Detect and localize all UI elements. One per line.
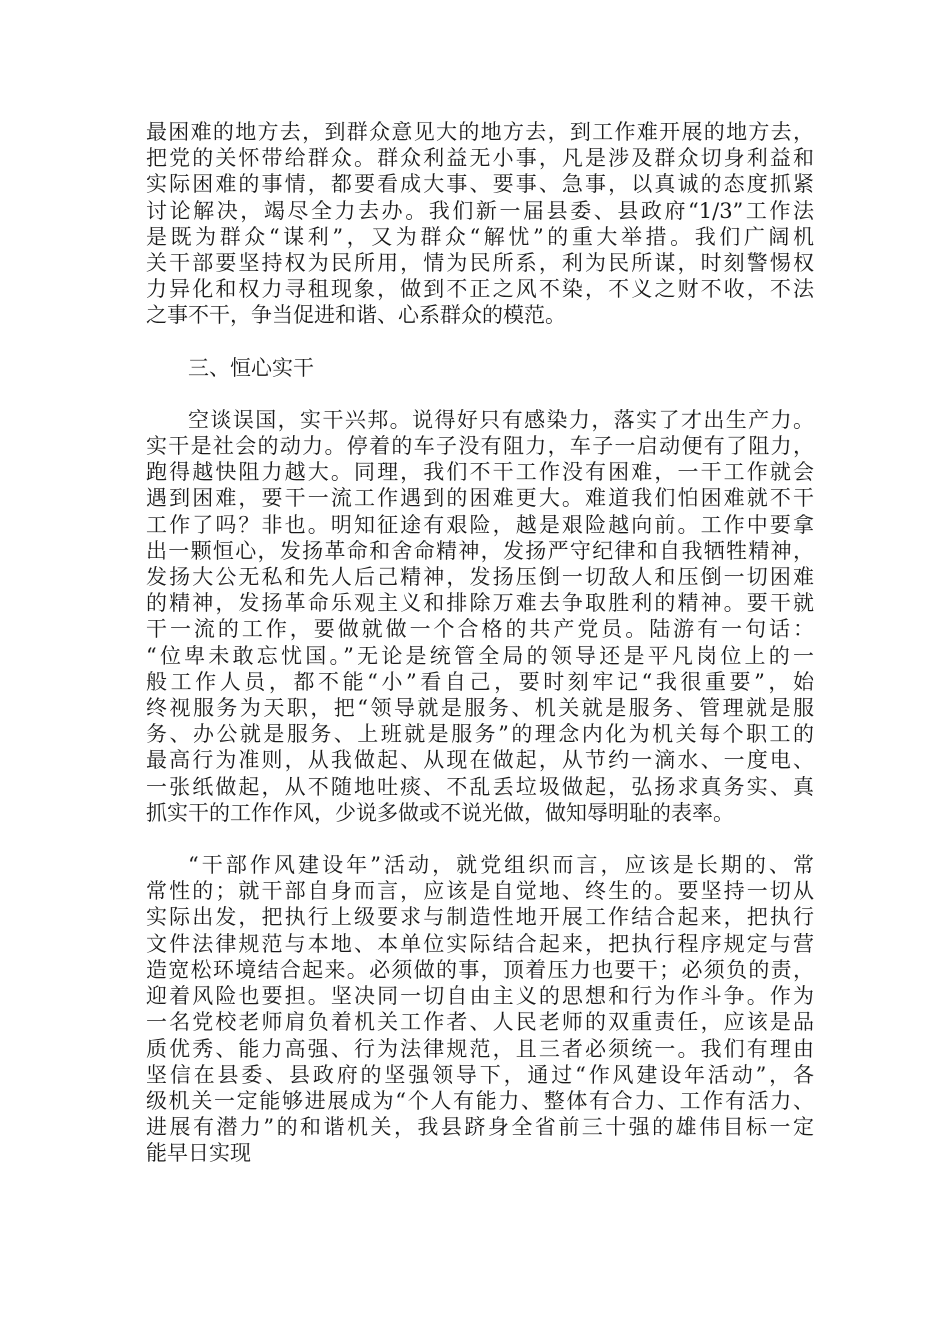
paragraph-continuation (146, 119, 814, 329)
text-line: 务、办公就是服务、上班就是服务”的理念内化为机关每个职工的 (146, 722, 814, 747)
text-line: 进展有潜力”的和谐机关，我县跻身全省前三十强的雄伟目标一定 (146, 1115, 814, 1140)
text-line: 把党的关怀带给群众。群众利益无小事，凡是涉及群众切身利益和 (146, 146, 814, 171)
text-line: 最困难的地方去，到群众意见大的地方去，到工作难开展的地方去， (146, 120, 814, 144)
text-line: 能早日实现 (146, 1141, 251, 1166)
text-line: 工作了吗？非也。明知征途有艰险，越是艰险越向前。工作中要拿 (146, 512, 814, 537)
text-line: 之事不干，争当促进和谐、心系群众的模范。 (146, 303, 566, 328)
text-line: 的精神，发扬革命乐观主义和排除万难去争取胜利的精神。要干就 (146, 591, 814, 616)
text-line: 关干部要坚持权为民所用，情为民所系，利为民所谋，时刻警惕权 (146, 251, 814, 276)
text-line: 实际出发，把执行上级要求与制造性地开展工作结合起来，把执行 (146, 905, 814, 930)
text-line: 出一颗恒心，发扬革命和舍命精神，发扬严守纪律和自我牺牲精神， (146, 538, 814, 563)
text-line: 空谈误国，实干兴邦。说得好只有感染力，落实了才出生产力。 (188, 407, 814, 432)
text-line: 常性的；就干部自身而言，应该是自觉地、终生的。要坚持一切从 (146, 879, 814, 904)
section-heading: 三、恒心实干 (188, 355, 314, 380)
text-line: 跑得越快阻力越大。同理，我们不干工作没有困难，一干工作就会 (146, 460, 814, 485)
text-line: 实际困难的事情，都要看成大事、要事、急事，以真诚的态度抓紧 (146, 172, 814, 197)
text-line: 终视服务为天职，把“领导就是服务、机关就是服务、管理就是服 (146, 696, 814, 721)
text-line: 造宽松环境结合起来。必须做的事，顶着压力也要干；必须负的责， (146, 957, 814, 982)
text-line: 级机关一定能够进展成为“个人有能力、整体有合力、工作有活力、 (146, 1088, 814, 1113)
text-line: 是既为群众“谋利”，又为群众“解忧”的重大举措。我们广阔机 (146, 224, 814, 249)
paragraph-work-style-year (146, 852, 814, 1166)
text-line: “干部作风建设年”活动，就党组织而言，应该是长期的、常 (188, 853, 814, 878)
text-line: 力异化和权力寻租现象，做到不正之风不染，不义之财不收，不法 (146, 277, 814, 302)
text-line: 最高行为准则，从我做起、从现在做起，从节约一滴水、一度电、 (146, 748, 814, 773)
text-line: 抓实干的工作作风，少说多做或不说光做，做知辱明耻的表率。 (146, 800, 734, 825)
paragraph-hard-work (146, 407, 814, 826)
text-line: 干一流的工作，要做就做一个合格的共产党员。陆游有一句话： (146, 617, 814, 642)
text-line: 一张纸做起，从不随地吐痰、不乱丢垃圾做起，弘扬求真务实、真 (146, 774, 814, 799)
document-body (146, 119, 814, 1193)
text-line: 发扬大公无私和先人后己精神，发扬压倒一切敌人和压倒一切困难 (146, 565, 814, 590)
text-line: 坚信在县委、县政府的坚强领导下，通过“作风建设年活动”，各 (146, 1062, 814, 1087)
text-line: 般工作人员，都不能“小”看自己，要时刻牢记“我很重要”，始 (146, 669, 814, 694)
text-line: 讨论解决，竭尽全力去办。我们新一届县委、县政府“1/3”工作法 (146, 198, 814, 223)
text-line: 文件法律规范与本地、本单位实际结合起来，把执行程序规定与营 (146, 931, 814, 956)
text-line: 遇到困难，要干一流工作遇到的困难更大。难道我们怕困难就不干 (146, 486, 814, 511)
text-line: 迎着风险也要担。坚决同一切自由主义的思想和行为作斗争。作为 (146, 984, 814, 1009)
text-line: “位卑未敢忘忧国。”无论是统管全局的领导还是平凡岗位上的一 (146, 643, 814, 668)
text-line: 质优秀、能力高强、行为法律规范，且三者必须统一。我们有理由 (146, 1036, 814, 1061)
text-line: 实干是社会的动力。停着的车子没有阻力，车子一启动便有了阻力， (146, 434, 814, 459)
text-line: 一名党校老师肩负着机关工作者、人民老师的双重责任，应该是品 (146, 1010, 814, 1035)
